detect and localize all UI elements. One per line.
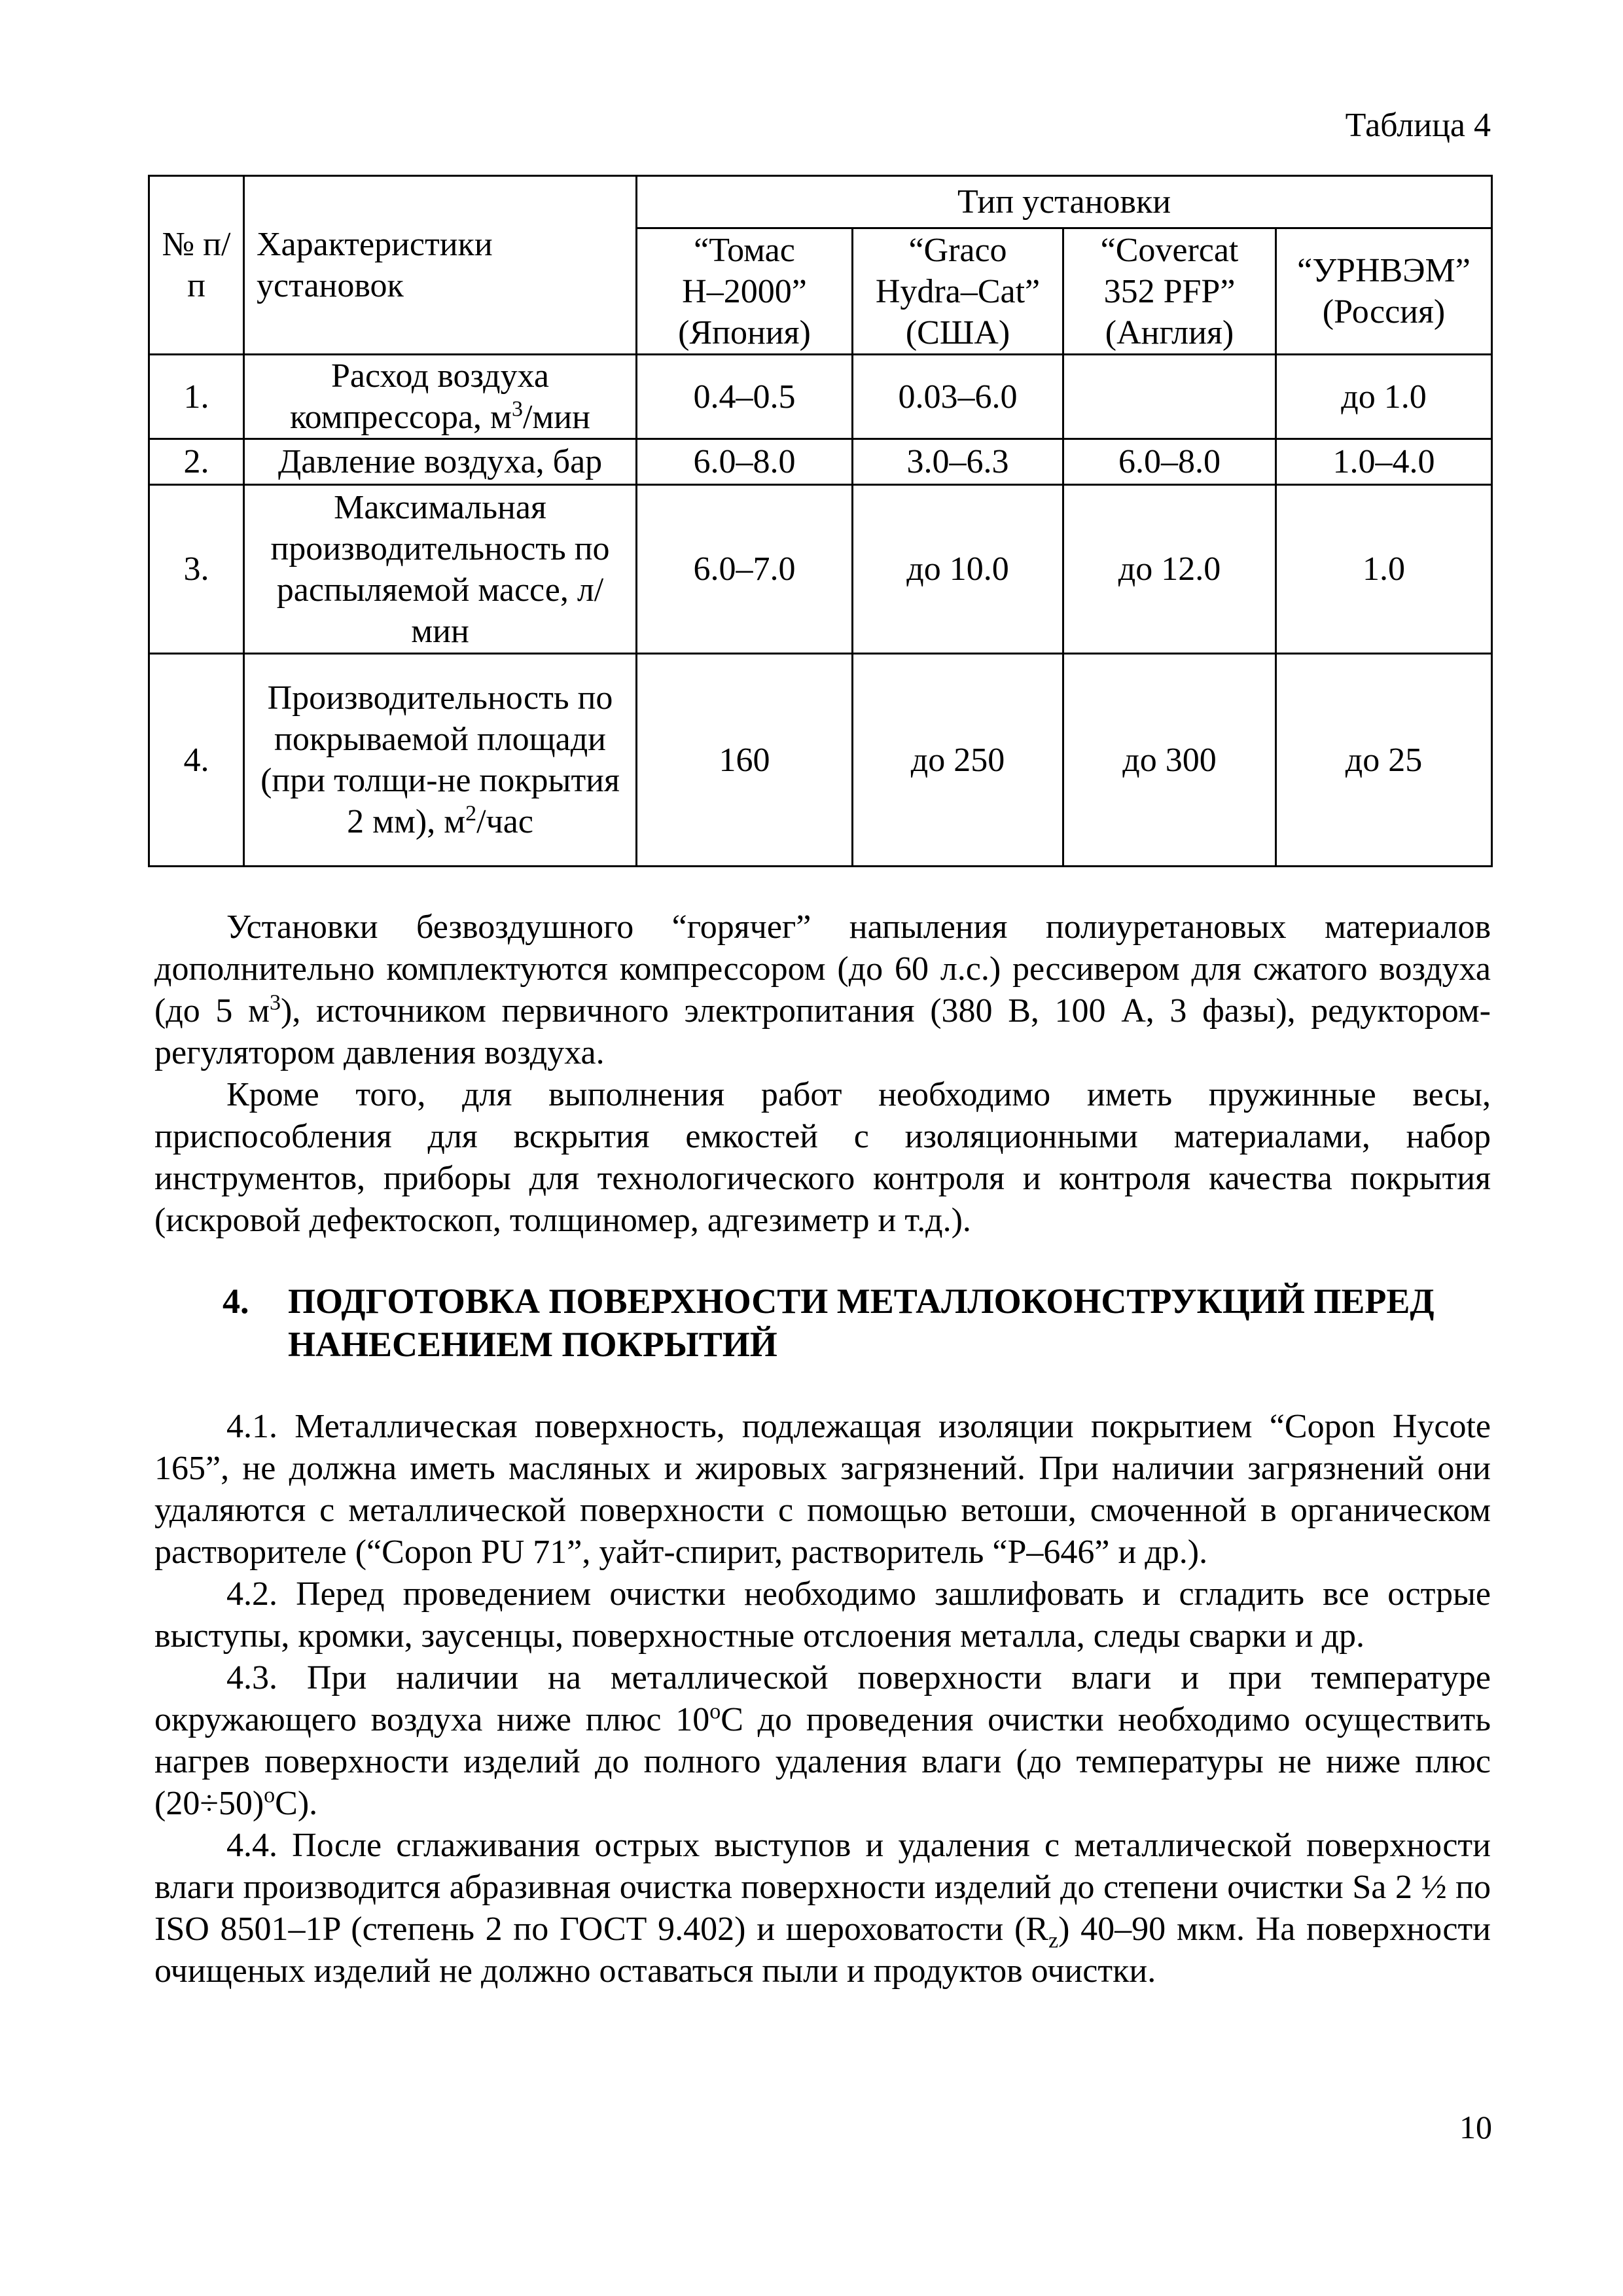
header-unit-urnvem	[1276, 228, 1492, 355]
row-value: 0.03–6.0	[853, 355, 1063, 439]
table-row	[149, 654, 1492, 867]
table-caption: Таблица 4	[1345, 107, 1491, 144]
section-title: ПОДГОТОВКА ПОВЕРХНОСТИ МЕТАЛЛОКОНСТРУКЦИЙ ПЕРЕД НАНЕСЕНИЕМ ПОКРЫТИЙ	[288, 1282, 1435, 1364]
header-unit-line: 352 PFP”	[1103, 272, 1236, 310]
row-num: 3.	[149, 485, 244, 654]
row-value: 3.0–6.3	[853, 439, 1063, 485]
header-characteristics: Характеристики установок	[244, 176, 637, 355]
row-value: 6.0–7.0	[637, 485, 853, 654]
section-body	[154, 1406, 1491, 1992]
header-unit-line: “Томас	[694, 231, 795, 269]
paragraph-tools: Кроме того, для выполнения работ необходимо иметь пружинные весы, приспособления для вскрытия емкостей с изоляционными материалами, набор инструментов, приборы для технологического контроля и контроля качества покрытия (искровой дефектоскоп, толщиномер, адгезиметр и т.д.).	[154, 1076, 1491, 1239]
header-unit-type: Тип установки	[637, 176, 1492, 228]
row-num: 1.	[149, 355, 244, 439]
row-label: Расход воздуха компрессора, $м^3$/мин	[244, 355, 637, 439]
paragraph-4-1: 4.1. Металлическая поверхность, подлежащая изоляции покрытием “Copon Hycote 165”, не должна иметь масляных и жировых загрязнений. При наличии загрязнений они удаляются с металлической поверхности с помощью ветоши, смоченной в органическом растворителе (“Copon PU 71”, уайт-спирит, растворитель “Р–646” и др.).	[154, 1408, 1491, 1571]
header-unit-line: (Англия)	[1105, 314, 1234, 351]
header-unit-line: “УРНВЭМ”	[1297, 252, 1471, 289]
section-heading	[223, 1280, 1505, 1366]
row-value: 160	[637, 654, 853, 867]
header-unit-line: (Япония)	[678, 314, 811, 351]
header-num: № п/п	[149, 176, 244, 355]
row-value: до 300	[1063, 654, 1276, 867]
table-row	[149, 439, 1492, 485]
equipment-spec-table	[148, 175, 1493, 867]
row-num: 2.	[149, 439, 244, 485]
row-label: Давление воздуха, бар	[244, 439, 637, 485]
paragraph-4-2: 4.2. Перед проведением очистки необходимо зашлифовать и сгладить все острые выступы, кромки, заусенцы, поверхностные отслоения металла, следы сварки и др.	[154, 1575, 1491, 1655]
row-value: до 12.0	[1063, 485, 1276, 654]
row-value: 1.0–4.0	[1276, 439, 1492, 485]
row-value: до 10.0	[853, 485, 1063, 654]
row-value: до 250	[853, 654, 1063, 867]
header-unit-line: “Graco	[908, 231, 1007, 269]
paragraph-4-3: 4.3. При наличии на металлической поверхности влаги и при температуре окружающего воздуха ниже плюс $10^оС$ до проведения очистки необходимо осуществить нагрев поверхности изделий до полного удаления влаги (до температуры не ниже плюс $(20\div 50)^оС$).	[154, 1659, 1491, 1822]
intro-text	[154, 906, 1491, 1242]
row-value: 1.0	[1276, 485, 1492, 654]
page-number: 10	[1459, 2109, 1492, 2145]
row-value: 6.0–8.0	[637, 439, 853, 485]
row-value: до 1.0	[1276, 355, 1492, 439]
header-unit-line: “Covercat	[1100, 231, 1239, 269]
section-number: 4.	[223, 1282, 249, 1321]
header-unit-line: H–2000”	[682, 272, 807, 310]
row-label: Производительность по покрываемой площади (при толщи-не покрытия 2 мм), $м^2$/час	[244, 654, 637, 867]
row-value	[1063, 355, 1276, 439]
row-num: 4.	[149, 654, 244, 867]
row-value: 6.0–8.0	[1063, 439, 1276, 485]
paragraph-4-4: 4.4. После сглаживания острых выступов и удаления с металлической поверхности влаги производится абразивная очистка поверхности изделий до степени очистки Sa 2 ½ по ISO 8501–1P (степень 2 по ГОСТ 9.402) и шероховатости $(R_z)$ 40–90 мкм. На поверхности очищеных изделий не должно оставаться пыли и продуктов очистки.	[154, 1827, 1491, 1990]
header-unit-line: (Россия)	[1322, 293, 1446, 331]
header-unit-tomas	[637, 228, 853, 355]
table-header-row	[149, 176, 1492, 228]
table-row	[149, 485, 1492, 654]
header-unit-covercat	[1063, 228, 1276, 355]
header-unit-line: (США)	[905, 314, 1010, 351]
header-unit-line: Hydra–Cat”	[875, 272, 1041, 310]
row-value: 0.4–0.5	[637, 355, 853, 439]
paragraph-equipment: Установки безвоздушного “горячег” напыления полиуретановых материалов дополнительно комплектуются компрессором (до 60 л.с.) рессивером для сжатого воздуха (до 5 $м^3$), источником первичного электропитания (380 В, 100 А, 3 фазы), редуктором-регулятором давления воздуха.	[154, 908, 1491, 1071]
header-unit-graco	[853, 228, 1063, 355]
row-label: Максимальная производительность по распыляемой массе, л/мин	[244, 485, 637, 654]
row-value: до 25	[1276, 654, 1492, 867]
table-row	[149, 355, 1492, 439]
